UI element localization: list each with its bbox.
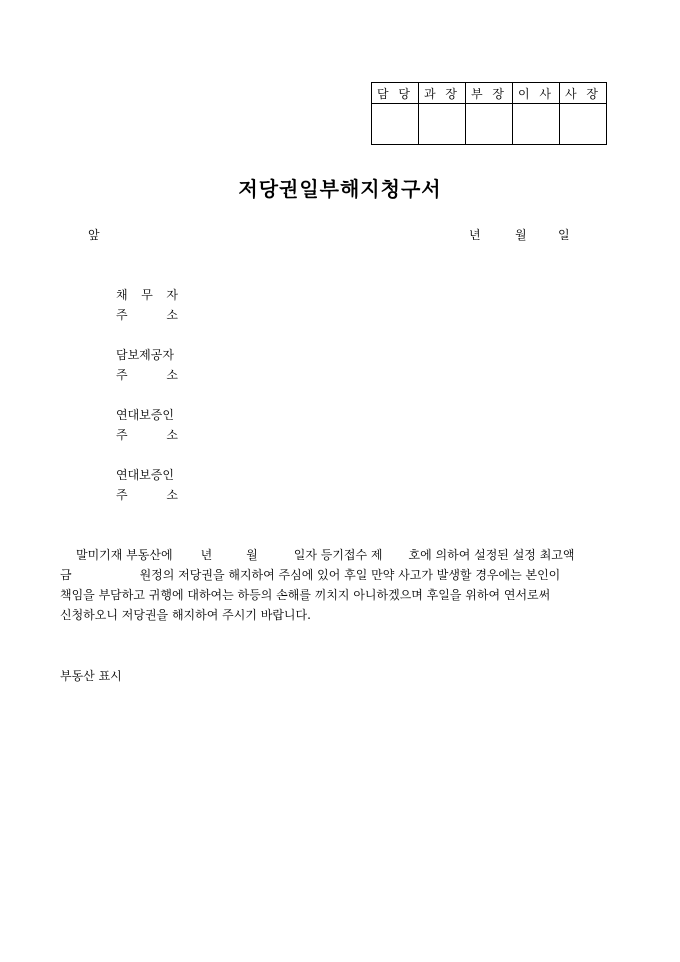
address-label-char: 소 (166, 368, 178, 382)
joint-guarantor-address-label (116, 426, 178, 443)
approval-sign-cell[interactable] (513, 104, 560, 145)
address-label-char: 소 (166, 428, 178, 442)
body-text-fragment: 금 (60, 568, 72, 582)
body-text-fragment: 호에 의하여 설정된 설정 최고액 (408, 548, 575, 562)
approval-sign-cell[interactable] (560, 104, 607, 145)
debtor-address-label (116, 306, 178, 323)
document-title: 저당권일부해지청구서 (238, 177, 442, 201)
address-label-char: 주 (116, 308, 128, 322)
approval-sign-cell[interactable] (466, 104, 513, 145)
body-text-fragment: 원정의 저당권을 해지하여 주심에 있어 후일 만약 사고가 발생할 경우에는 본인이 (139, 568, 561, 582)
request-paragraph (60, 545, 635, 625)
paragraph-line (60, 565, 635, 585)
approval-sign-cell[interactable] (419, 104, 466, 145)
approval-sign-cell[interactable] (372, 104, 419, 145)
addressee-label: 앞 (88, 228, 100, 242)
paragraph-line (60, 545, 635, 565)
body-text-fragment: 월 (246, 548, 258, 562)
approval-header-department-head: 부 장 (466, 83, 513, 104)
address-label-char: 주 (116, 368, 128, 382)
approval-table (371, 82, 607, 145)
joint-guarantor-label: 연대보증인 (116, 468, 174, 482)
approval-header-director: 이 사 (513, 83, 560, 104)
debtor-label-char: 무 (141, 288, 153, 302)
paragraph-line: 신청하오니 저당권을 해지하여 주시기 바랍니다. (60, 608, 311, 622)
debtor-label-char: 채 (116, 288, 128, 302)
approval-header-manager: 담 당 (372, 83, 419, 104)
collateral-provider-label: 담보제공자 (116, 348, 174, 362)
body-text-fragment: 말미기재 부동산에 (76, 548, 173, 562)
approval-header-section-chief: 과 장 (419, 83, 466, 104)
paragraph-line: 책임을 부담하고 귀행에 대하여는 하등의 손해를 끼치지 아니하겠으며 후일을 위하여 연서로써 (60, 588, 551, 602)
debtor-label-char: 자 (166, 288, 178, 302)
approval-header-president: 사 장 (560, 83, 607, 104)
property-description-label: 부동산 표시 (60, 669, 122, 683)
date-month-label: 월 (515, 228, 527, 242)
address-label-char: 주 (116, 428, 128, 442)
date-day-label: 일 (558, 228, 570, 242)
address-label-char: 주 (116, 488, 128, 502)
collateral-provider-address-label (116, 366, 178, 383)
joint-guarantor-label: 연대보증인 (116, 408, 174, 422)
address-label-char: 소 (166, 488, 178, 502)
debtor-label (116, 286, 178, 303)
date-year-label: 년 (469, 228, 481, 242)
joint-guarantor-address-label (116, 486, 178, 503)
body-text-fragment: 년 (200, 548, 213, 562)
body-text-fragment: 일자 등기접수 제 (293, 548, 383, 562)
address-label-char: 소 (166, 308, 178, 322)
